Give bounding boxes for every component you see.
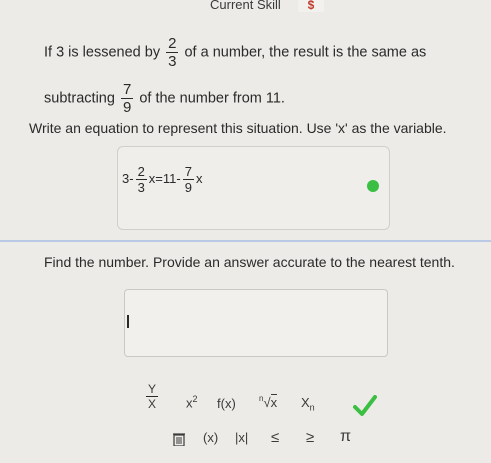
- equation-expression: [122, 165, 202, 194]
- fraction-denominator: 9: [184, 180, 192, 195]
- answer-input[interactable]: [124, 289, 388, 357]
- radical-icon: √: [263, 395, 271, 410]
- equation-text: x: [195, 170, 203, 186]
- function-button[interactable]: f(x): [217, 396, 236, 411]
- skill-badge[interactable]: $: [298, 0, 324, 12]
- greater-equal-button[interactable]: ≥: [306, 429, 315, 446]
- less-equal-button[interactable]: ≤: [271, 429, 280, 446]
- trash-icon: [173, 432, 185, 446]
- fraction: [166, 36, 178, 69]
- text-cursor: [127, 315, 129, 328]
- subscript-base: X: [301, 395, 310, 410]
- exponent-base: x: [186, 395, 193, 411]
- fraction: [183, 165, 194, 194]
- fraction-numerator: 2: [137, 164, 145, 179]
- question-text: subtracting: [44, 90, 115, 107]
- question-text: of the number from 11.: [139, 90, 285, 107]
- nth-root-button[interactable]: [259, 395, 277, 410]
- pi-button[interactable]: π: [340, 428, 352, 445]
- exponent-power: 2: [192, 394, 198, 404]
- exponent-button[interactable]: [186, 394, 198, 410]
- top-bar: [0, 0, 491, 14]
- fraction: [136, 165, 147, 194]
- fraction: [121, 82, 133, 115]
- fraction-denominator: 9: [122, 99, 132, 116]
- absolute-value-button[interactable]: |x|: [235, 430, 249, 445]
- correct-status-dot: [367, 180, 379, 192]
- fraction-button-denominator: X: [147, 397, 156, 411]
- fraction-denominator: 3: [168, 53, 177, 70]
- question-text: of a number, the result is the same as: [184, 44, 427, 61]
- root-index: n: [259, 394, 264, 403]
- equation-text: 3-: [122, 170, 134, 186]
- root-radicand: x: [270, 395, 278, 410]
- delete-button[interactable]: [173, 432, 185, 446]
- current-skill-label: Current Skill: [210, 0, 281, 12]
- question-line-1: [44, 36, 426, 69]
- fraction-numerator: 7: [122, 81, 132, 98]
- part2-prompt: Find the number. Provide an answer accurate to the nearest tenth.: [44, 254, 455, 270]
- question-text: If 3 is lessened by: [44, 44, 161, 61]
- equation-answer-box[interactable]: [117, 146, 390, 230]
- fraction-button[interactable]: [141, 383, 163, 410]
- check-answer-button[interactable]: [353, 395, 377, 422]
- parentheses-button[interactable]: (x): [203, 430, 219, 445]
- instruction-text: Write an equation to represent this situation. Use 'x' as the variable.: [29, 120, 447, 136]
- fraction-button-numerator: Y: [147, 382, 156, 396]
- equation-text: x=11-: [148, 170, 181, 186]
- question-line-2: [44, 82, 285, 115]
- section-divider: [0, 240, 491, 242]
- fraction-numerator: 2: [168, 35, 177, 52]
- subscript-button[interactable]: [301, 395, 315, 413]
- subscript-index: n: [309, 402, 315, 413]
- fraction-denominator: 3: [137, 180, 145, 195]
- fraction-numerator: 7: [184, 164, 192, 179]
- checkmark-icon: [353, 395, 377, 417]
